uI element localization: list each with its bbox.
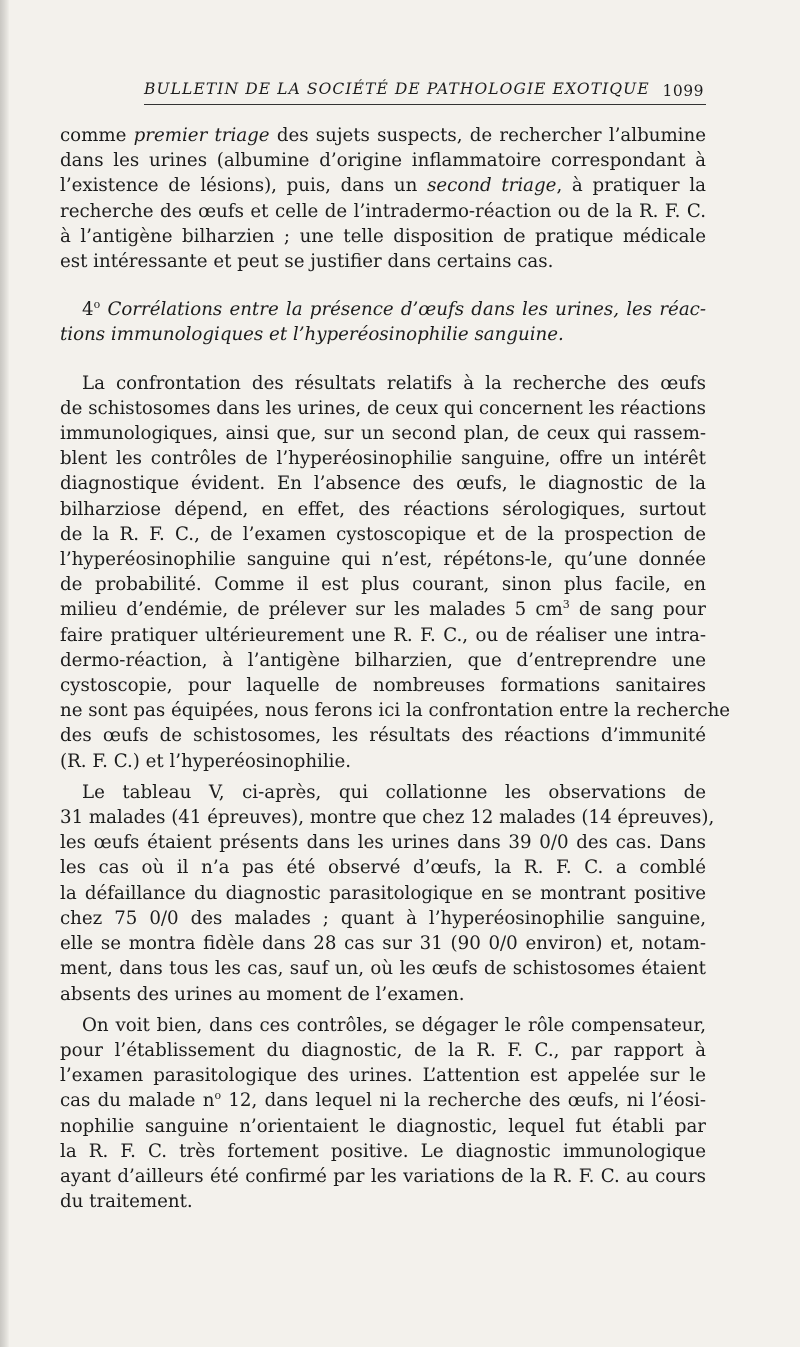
text-line: la défaillance du diagnostic parasitologique en se montrant positive bbox=[60, 882, 706, 904]
text-line: l’existence de lésions), puis, dans un second triage, à pratiquer la bbox=[60, 175, 706, 197]
header-rule bbox=[144, 104, 706, 105]
text-line: elle se montra fidèle dans 28 cas sur 31 (90 0/0 environ) et, notam- bbox=[60, 933, 706, 955]
text-line: du traitement. bbox=[60, 1191, 193, 1213]
text-line: On voit bien, dans ces contrôles, se dégager le rôle compensateur, bbox=[82, 1014, 706, 1036]
text-line: l’hyperéosinophilie sanguine qui n’est, répétons-le, qu’une donnée bbox=[60, 549, 706, 571]
text-line: ayant d’ailleurs été confirmé par les variations de la R. F. C. au cours bbox=[60, 1165, 706, 1187]
text-line: 4$^o$ Corrélations entre la présence d’œufs dans les urines, les réac- bbox=[82, 298, 706, 321]
text-line: cas du malade $n^o$ 12, dans lequel ni la recherche des œufs, ni l’éosi- bbox=[60, 1089, 706, 1112]
page-number: 1099 bbox=[662, 82, 704, 100]
text-line: cystoscopie, pour laquelle de nombreuses formations sanitaires bbox=[60, 675, 706, 697]
text-line: (R. F. C.) et l’hyperéosinophilie. bbox=[60, 750, 352, 772]
paragraph-tableau-v bbox=[60, 780, 715, 1007]
text-line: bilharziose dépend, en effet, des réactions sérologiques, surtout bbox=[60, 498, 706, 520]
text-line: ment, dans tous les cas, sauf un, où les œufs de schistosomes étaient bbox=[60, 958, 706, 980]
text-line: à l’antigène bilharzien ; une telle disposition de pratique médicale bbox=[60, 225, 706, 247]
page-body bbox=[60, 123, 731, 1214]
text-line: chez 75 0/0 des malades ; quant à l’hyperéosinophilie sanguine, bbox=[60, 907, 706, 929]
text-line: immunologiques, ainsi que, sur un second plan, de ceux qui rassem- bbox=[60, 423, 706, 445]
text-line: pour l’établissement du diagnostic, de la R. F. C., par rapport à bbox=[60, 1039, 706, 1061]
text-line: ne sont pas équipées, nous ferons ici la confrontation entre la recherche bbox=[60, 700, 731, 722]
text-line: de probabilité. Comme il est plus courant, sinon plus facile, en bbox=[60, 574, 706, 596]
paragraph-confrontation bbox=[60, 371, 731, 774]
text-line: milieu d’endémie, de prélever sur les malades 5 $cm^3$ de sang pour bbox=[60, 598, 706, 621]
text-line: dermo-réaction, à l’antigène bilharzien, que d’entreprendre une bbox=[60, 649, 706, 671]
paragraph-albumine-triage bbox=[60, 123, 706, 274]
text-line: de la R. F. C., de l’examen cystoscopique et de la prospection de bbox=[60, 523, 706, 545]
text-line: Le tableau V, ci-après, qui collationne les observations de bbox=[82, 781, 706, 803]
text-line: tions immunologiques et l’hyperéosinophilie sanguine. bbox=[60, 324, 564, 346]
text-line: dans les urines (albumine d’origine inflammatoire correspondant à bbox=[60, 150, 706, 172]
text-line: est intéressante et peut se justifier dans certains cas. bbox=[60, 251, 554, 273]
text-line: l’examen parasitologique des urines. L’attention est appelée sur le bbox=[60, 1065, 706, 1087]
text-line: la R. F. C. très fortement positive. Le diagnostic immunologique bbox=[60, 1140, 706, 1162]
paragraph-role-compensateur bbox=[60, 1013, 706, 1215]
text-line: les cas où il n’a pas été observé d’œufs, la R. F. C. a comblé bbox=[60, 857, 706, 879]
text-line: recherche des œufs et celle de l’intradermo-réaction ou de la R. F. C. bbox=[60, 200, 706, 222]
text-line: les œufs étaient présents dans les urines dans 39 0/0 des cas. Dans bbox=[60, 832, 706, 854]
text-line: nophilie sanguine n’orientaient le diagnostic, lequel fut établi par bbox=[60, 1115, 706, 1137]
text-line: 31 malades (41 épreuves), montre que chez 12 malades (14 épreuves), bbox=[60, 807, 715, 829]
text-line: de schistosomes dans les urines, de ceux qui concernent les réactions bbox=[60, 397, 706, 419]
running-header bbox=[144, 80, 704, 102]
text-line: absents des urines au moment de l’examen. bbox=[60, 983, 465, 1005]
text-line: diagnostique évident. En l’absence des œufs, le diagnostic de la bbox=[60, 473, 706, 495]
text-line: La confrontation des résultats relatifs à la recherche des œufs bbox=[82, 372, 706, 394]
running-title: BULLETIN DE LA SOCIÉTÉ DE PATHOLOGIE EXOTIQUE bbox=[144, 80, 650, 98]
text-line: des œufs de schistosomes, les résultats des réactions d’immunité bbox=[60, 725, 706, 747]
text-line: faire pratiquer ultérieurement une R. F. C., ou de réaliser une intra- bbox=[60, 624, 706, 646]
section-heading-correlations bbox=[60, 297, 706, 347]
page-gutter-shadow bbox=[0, 0, 9, 1347]
text-line: blent les contrôles de l’hyperéosinophilie sanguine, offre un intérêt bbox=[60, 448, 706, 470]
text-line: comme premier triage des sujets suspects, de rechercher l’albumine bbox=[60, 125, 706, 146]
